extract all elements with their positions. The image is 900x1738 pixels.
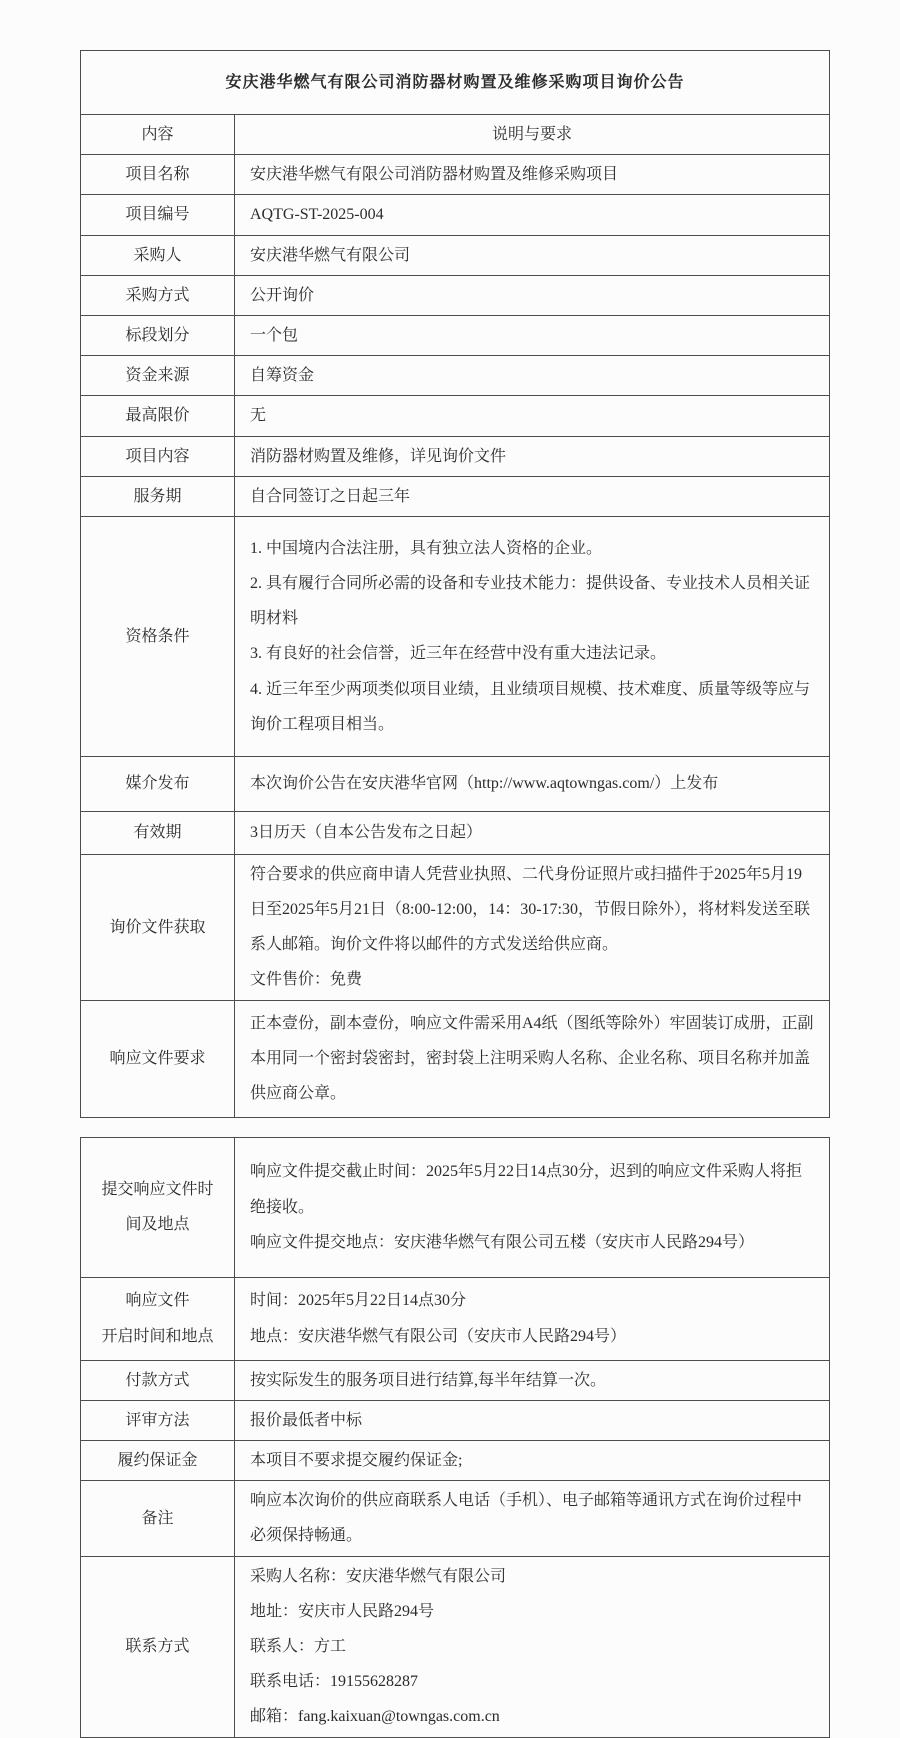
row-value: 报价最低者中标 — [235, 1400, 830, 1440]
announcement-table-secondary — [80, 1137, 830, 1738]
row-value: 按实际发生的服务项目进行结算,每半年结算一次。 — [235, 1360, 830, 1400]
row-label: 备注 — [81, 1481, 235, 1556]
row-procurement-method — [81, 275, 830, 315]
row-value: 正本壹份，副本壹份，响应文件需采用A4纸（图纸等除外）牢固装订成册，正副本用同一个密封袋密封，密封袋上注明采购人名称、企业名称、项目名称并加盖供应商公章。 — [235, 1000, 830, 1117]
row-label: 履约保证金 — [81, 1441, 235, 1481]
row-validity-period — [81, 811, 830, 854]
row-label: 提交响应文件时 间及地点 — [81, 1137, 235, 1277]
row-label: 评审方法 — [81, 1400, 235, 1440]
row-label: 采购人 — [81, 235, 235, 275]
row-performance-bond — [81, 1441, 830, 1481]
header-row — [81, 115, 830, 155]
row-label: 最高限价 — [81, 396, 235, 436]
row-label: 标段划分 — [81, 315, 235, 355]
row-label: 响应文件要求 — [81, 1000, 235, 1117]
row-value: 响应文件提交截止时间：2025年5月22日14点30分，迟到的响应文件采购人将拒绝接收。 响应文件提交地点：安庆港华燃气有限公司五楼（安庆市人民路294号） — [235, 1137, 830, 1277]
row-contact-info — [81, 1556, 830, 1737]
row-value: 自合同签订之日起三年 — [235, 476, 830, 516]
row-qualification-conditions — [81, 516, 830, 756]
row-value: AQTG-ST-2025-004 — [235, 195, 830, 235]
row-value: 3日历天（自本公告发布之日起） — [235, 811, 830, 854]
row-project-content — [81, 436, 830, 476]
row-label: 响应文件 开启时间和地点 — [81, 1277, 235, 1360]
row-value: 本项目不要求提交履约保证金; — [235, 1441, 830, 1481]
title-row — [81, 51, 830, 115]
row-label: 付款方式 — [81, 1360, 235, 1400]
row-value: 符合要求的供应商申请人凭营业执照、二代身份证照片或扫描件于2025年5月19日至2025年5月21日（8:00-12:00，14：30-17:30，节假日除外），将材料发送至联系人邮箱。询价文件将以邮件的方式发送给供应商。 文件售价：免费 — [235, 854, 830, 1000]
row-label: 媒介发布 — [81, 756, 235, 811]
row-remarks — [81, 1481, 830, 1556]
row-value: 采购人名称：安庆港华燃气有限公司 地址：安庆市人民路294号 联系人：方工 联系电话：19155628287 邮箱：fang.kaixuan@towngas.com.cn — [235, 1556, 830, 1737]
row-value: 安庆港华燃气有限公司消防器材购置及维修采购项目 — [235, 155, 830, 195]
row-service-period — [81, 476, 830, 516]
row-label: 采购方式 — [81, 275, 235, 315]
row-funding-source — [81, 356, 830, 396]
header-value-cell: 说明与要求 — [235, 115, 830, 155]
row-response-document-requirements — [81, 1000, 830, 1117]
row-label: 资金来源 — [81, 356, 235, 396]
row-value: 无 — [235, 396, 830, 436]
row-purchaser — [81, 235, 830, 275]
row-evaluation-method — [81, 1400, 830, 1440]
row-inquiry-document-acquisition — [81, 854, 830, 1000]
row-label: 有效期 — [81, 811, 235, 854]
row-value: 时间：2025年5月22日14点30分 地点：安庆港华燃气有限公司（安庆市人民路294号） — [235, 1277, 830, 1360]
row-value: 安庆港华燃气有限公司 — [235, 235, 830, 275]
row-max-price-limit — [81, 396, 830, 436]
row-value: 1. 中国境内合法注册，具有独立法人资格的企业。 2. 具有履行合同所必需的设备和专业技术能力：提供设备、专业技术人员相关证明材料 3. 有良好的社会信誉，近三年在经营中没有重大违法记录。 4. 近三年至少两项类似项目业绩，且业绩项目规模、技术难度、质量等级等应与询价工程项目相当。 — [235, 516, 830, 756]
row-label: 项目内容 — [81, 436, 235, 476]
announcement-title: 安庆港华燃气有限公司消防器材购置及维修采购项目询价公告 — [81, 51, 830, 115]
row-project-name — [81, 155, 830, 195]
row-label: 联系方式 — [81, 1556, 235, 1737]
row-label: 服务期 — [81, 476, 235, 516]
header-label-cell: 内容 — [81, 115, 235, 155]
row-label: 资格条件 — [81, 516, 235, 756]
row-value: 本次询价公告在安庆港华官网（http://www.aqtowngas.com/）上发布 — [235, 756, 830, 811]
row-value: 消防器材购置及维修，详见询价文件 — [235, 436, 830, 476]
row-media-publish — [81, 756, 830, 811]
row-value: 响应本次询价的供应商联系人电话（手机）、电子邮箱等通讯方式在询价过程中必须保持畅通。 — [235, 1481, 830, 1556]
row-value: 一个包 — [235, 315, 830, 355]
row-project-number — [81, 195, 830, 235]
row-value: 自筹资金 — [235, 356, 830, 396]
row-value: 公开询价 — [235, 275, 830, 315]
announcement-table-main — [80, 50, 830, 1118]
row-submission-time-place — [81, 1137, 830, 1277]
row-label: 询价文件获取 — [81, 854, 235, 1000]
row-lot-division — [81, 315, 830, 355]
row-opening-time-place — [81, 1277, 830, 1360]
row-payment-method — [81, 1360, 830, 1400]
table-gap — [80, 1118, 900, 1137]
row-label: 项目名称 — [81, 155, 235, 195]
row-label: 项目编号 — [81, 195, 235, 235]
